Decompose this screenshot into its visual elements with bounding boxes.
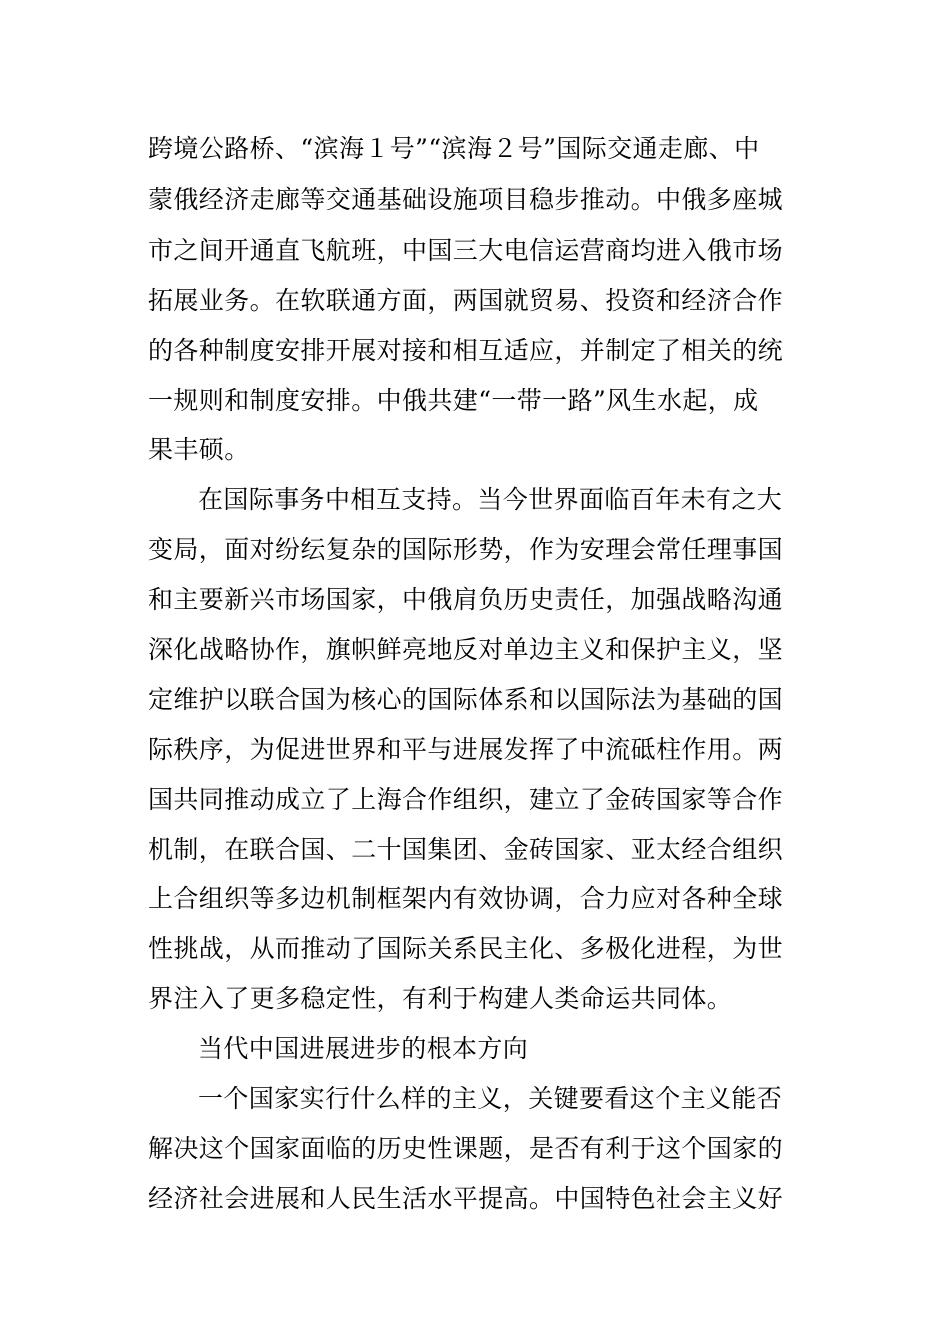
text-line-18: 界注入了更多稳定性，有利于构建人类命运共同体。	[148, 984, 733, 1013]
text-line-17: 性挑战，从而推动了国际关系民主化、多极化进程，为世	[148, 934, 784, 963]
text-line-13: 际秩序，为促进世界和平与进展发挥了中流砥柱作用。两	[148, 735, 784, 764]
text-line-16: 上合组织等多边机制框架内有效协调，合力应对各种全球	[148, 884, 784, 913]
text-line-14: 国共同推动成立了上海合作组织，建立了金砖国家等合作	[148, 785, 784, 814]
text-line-5: 的各种制度安排开展对接和相互适应，并制定了相关的统	[148, 336, 784, 365]
text-line-11: 深化战略协作，旗帜鲜亮地反对单边主义和保护主义，坚	[148, 635, 784, 664]
text-line-21: 解决这个国家面临的历史性课题，是否有利于这个国家的	[148, 1134, 784, 1163]
text-line-1: 跨境公路桥、“滨海１号”“滨海２号”国际交通走廊、中	[148, 134, 760, 163]
text-line-4: 拓展业务。在软联通方面，两国就贸易、投资和经济合作	[148, 286, 784, 315]
text-line-10: 和主要新兴市场国家，中俄肩负历史责任，加强战略沟通	[148, 585, 784, 614]
section-heading: 当代中国进展进步的根本方向	[198, 1034, 529, 1063]
text-line-9: 变局，面对纷纭复杂的国际形势，作为安理会常任理事国	[148, 535, 784, 564]
paragraph-start-line-2: 一个国家实行什么样的主义，关键要看这个主义能否	[198, 1084, 783, 1113]
text-line-7: 果丰硕。	[148, 435, 250, 464]
text-line-22: 经济社会进展和人民生活水平提高。中国特色社会主义好	[148, 1184, 784, 1213]
paragraph-start-line: 在国际事务中相互支持。当今世界面临百年未有之大	[198, 485, 783, 514]
text-line-12: 定维护以联合国为核心的国际体系和以国际法为基础的国	[148, 685, 784, 714]
text-line-6: 一规则和制度安排。中俄共建“一带一路”风生水起，成	[148, 386, 759, 415]
text-line-2: 蒙俄经济走廊等交通基础设施项目稳步推动。中俄多座城	[148, 185, 784, 214]
text-line-3: 市之间开通直飞航班，中国三大电信运营商均进入俄市场	[148, 236, 784, 265]
text-line-15: 机制，在联合国、二十国集团、金砖国家、亚太经合组织	[148, 835, 784, 864]
